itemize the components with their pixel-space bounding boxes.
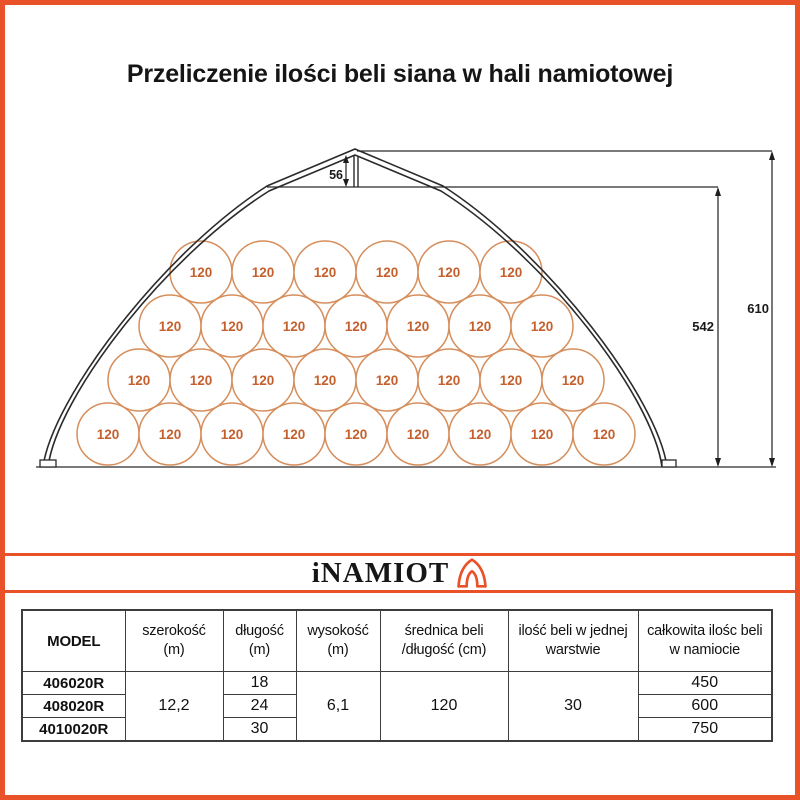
page-title: Przeliczenie ilości beli siana w hali namiotowej <box>126 60 674 88</box>
col-header-length: długość (m) <box>223 610 296 672</box>
bale-label: 120 <box>158 427 182 442</box>
bale-label: 120 <box>406 427 430 442</box>
col-header-width: szerokość (m) <box>125 610 223 672</box>
col-header-total: całkowita ilośc beli w namiocie <box>638 610 772 672</box>
bale-label: 120 <box>96 427 120 442</box>
model-cell: 406020R <box>22 672 125 695</box>
bale-label: 120 <box>220 319 244 334</box>
width-cell: 12,2 <box>125 672 223 742</box>
bale-label: 120 <box>499 373 523 388</box>
bale-label: 120 <box>592 427 616 442</box>
bale-label: 120 <box>313 265 337 280</box>
bale-label: 120 <box>561 373 585 388</box>
king-post <box>354 156 358 187</box>
bale-label: 120 <box>127 373 151 388</box>
bale-label: 120 <box>499 265 523 280</box>
bale-label: 120 <box>282 319 306 334</box>
bale-label: 120 <box>530 319 554 334</box>
dim-label-peak: 56 <box>329 168 343 182</box>
bale-label: 120 <box>189 373 213 388</box>
logo-band-bottom-rule <box>0 590 800 593</box>
total-cell: 450 <box>638 672 772 695</box>
tent-icon <box>456 557 488 589</box>
diameter-cell: 120 <box>380 672 508 742</box>
col-header-diameter: średnica beli /długość (cm) <box>380 610 508 672</box>
model-cell: 4010020R <box>22 718 125 742</box>
bale-label: 120 <box>406 319 430 334</box>
spec-table <box>21 609 773 742</box>
bale-label: 120 <box>158 319 182 334</box>
bale-label: 120 <box>251 265 275 280</box>
bale-label: 120 <box>344 427 368 442</box>
bale-label: 120 <box>251 373 275 388</box>
bale-label: 120 <box>189 265 213 280</box>
table-row <box>22 672 772 695</box>
length-cell: 24 <box>223 695 296 718</box>
bale-stack <box>77 241 635 465</box>
total-cell: 600 <box>638 695 772 718</box>
bale-label: 120 <box>437 265 461 280</box>
bale-label: 120 <box>468 427 492 442</box>
col-header-height: wysokość (m) <box>296 610 380 672</box>
table-header-row <box>22 610 772 672</box>
bale-label: 120 <box>468 319 492 334</box>
model-cell: 408020R <box>22 695 125 718</box>
col-header-model: MODEL <box>22 610 125 672</box>
logo-text: iNAMIOT <box>311 557 450 589</box>
length-cell: 30 <box>223 718 296 742</box>
col-header-per-layer: ilość beli w jednej warstwie <box>508 610 638 672</box>
bale-label: 120 <box>313 373 337 388</box>
dim-label-total-height: 610 <box>747 301 769 316</box>
length-cell: 18 <box>223 672 296 695</box>
logo <box>0 556 800 590</box>
total-cell: 750 <box>638 718 772 742</box>
bale-label: 120 <box>530 427 554 442</box>
height-cell: 6,1 <box>296 672 380 742</box>
bale-label: 120 <box>282 427 306 442</box>
per-layer-cell: 30 <box>508 672 638 742</box>
bale-label: 120 <box>220 427 244 442</box>
bale-label: 120 <box>344 319 368 334</box>
bale-label: 120 <box>375 265 399 280</box>
dim-label-inner-height: 542 <box>692 319 714 334</box>
bale-label: 120 <box>375 373 399 388</box>
bale-label: 120 <box>437 373 461 388</box>
